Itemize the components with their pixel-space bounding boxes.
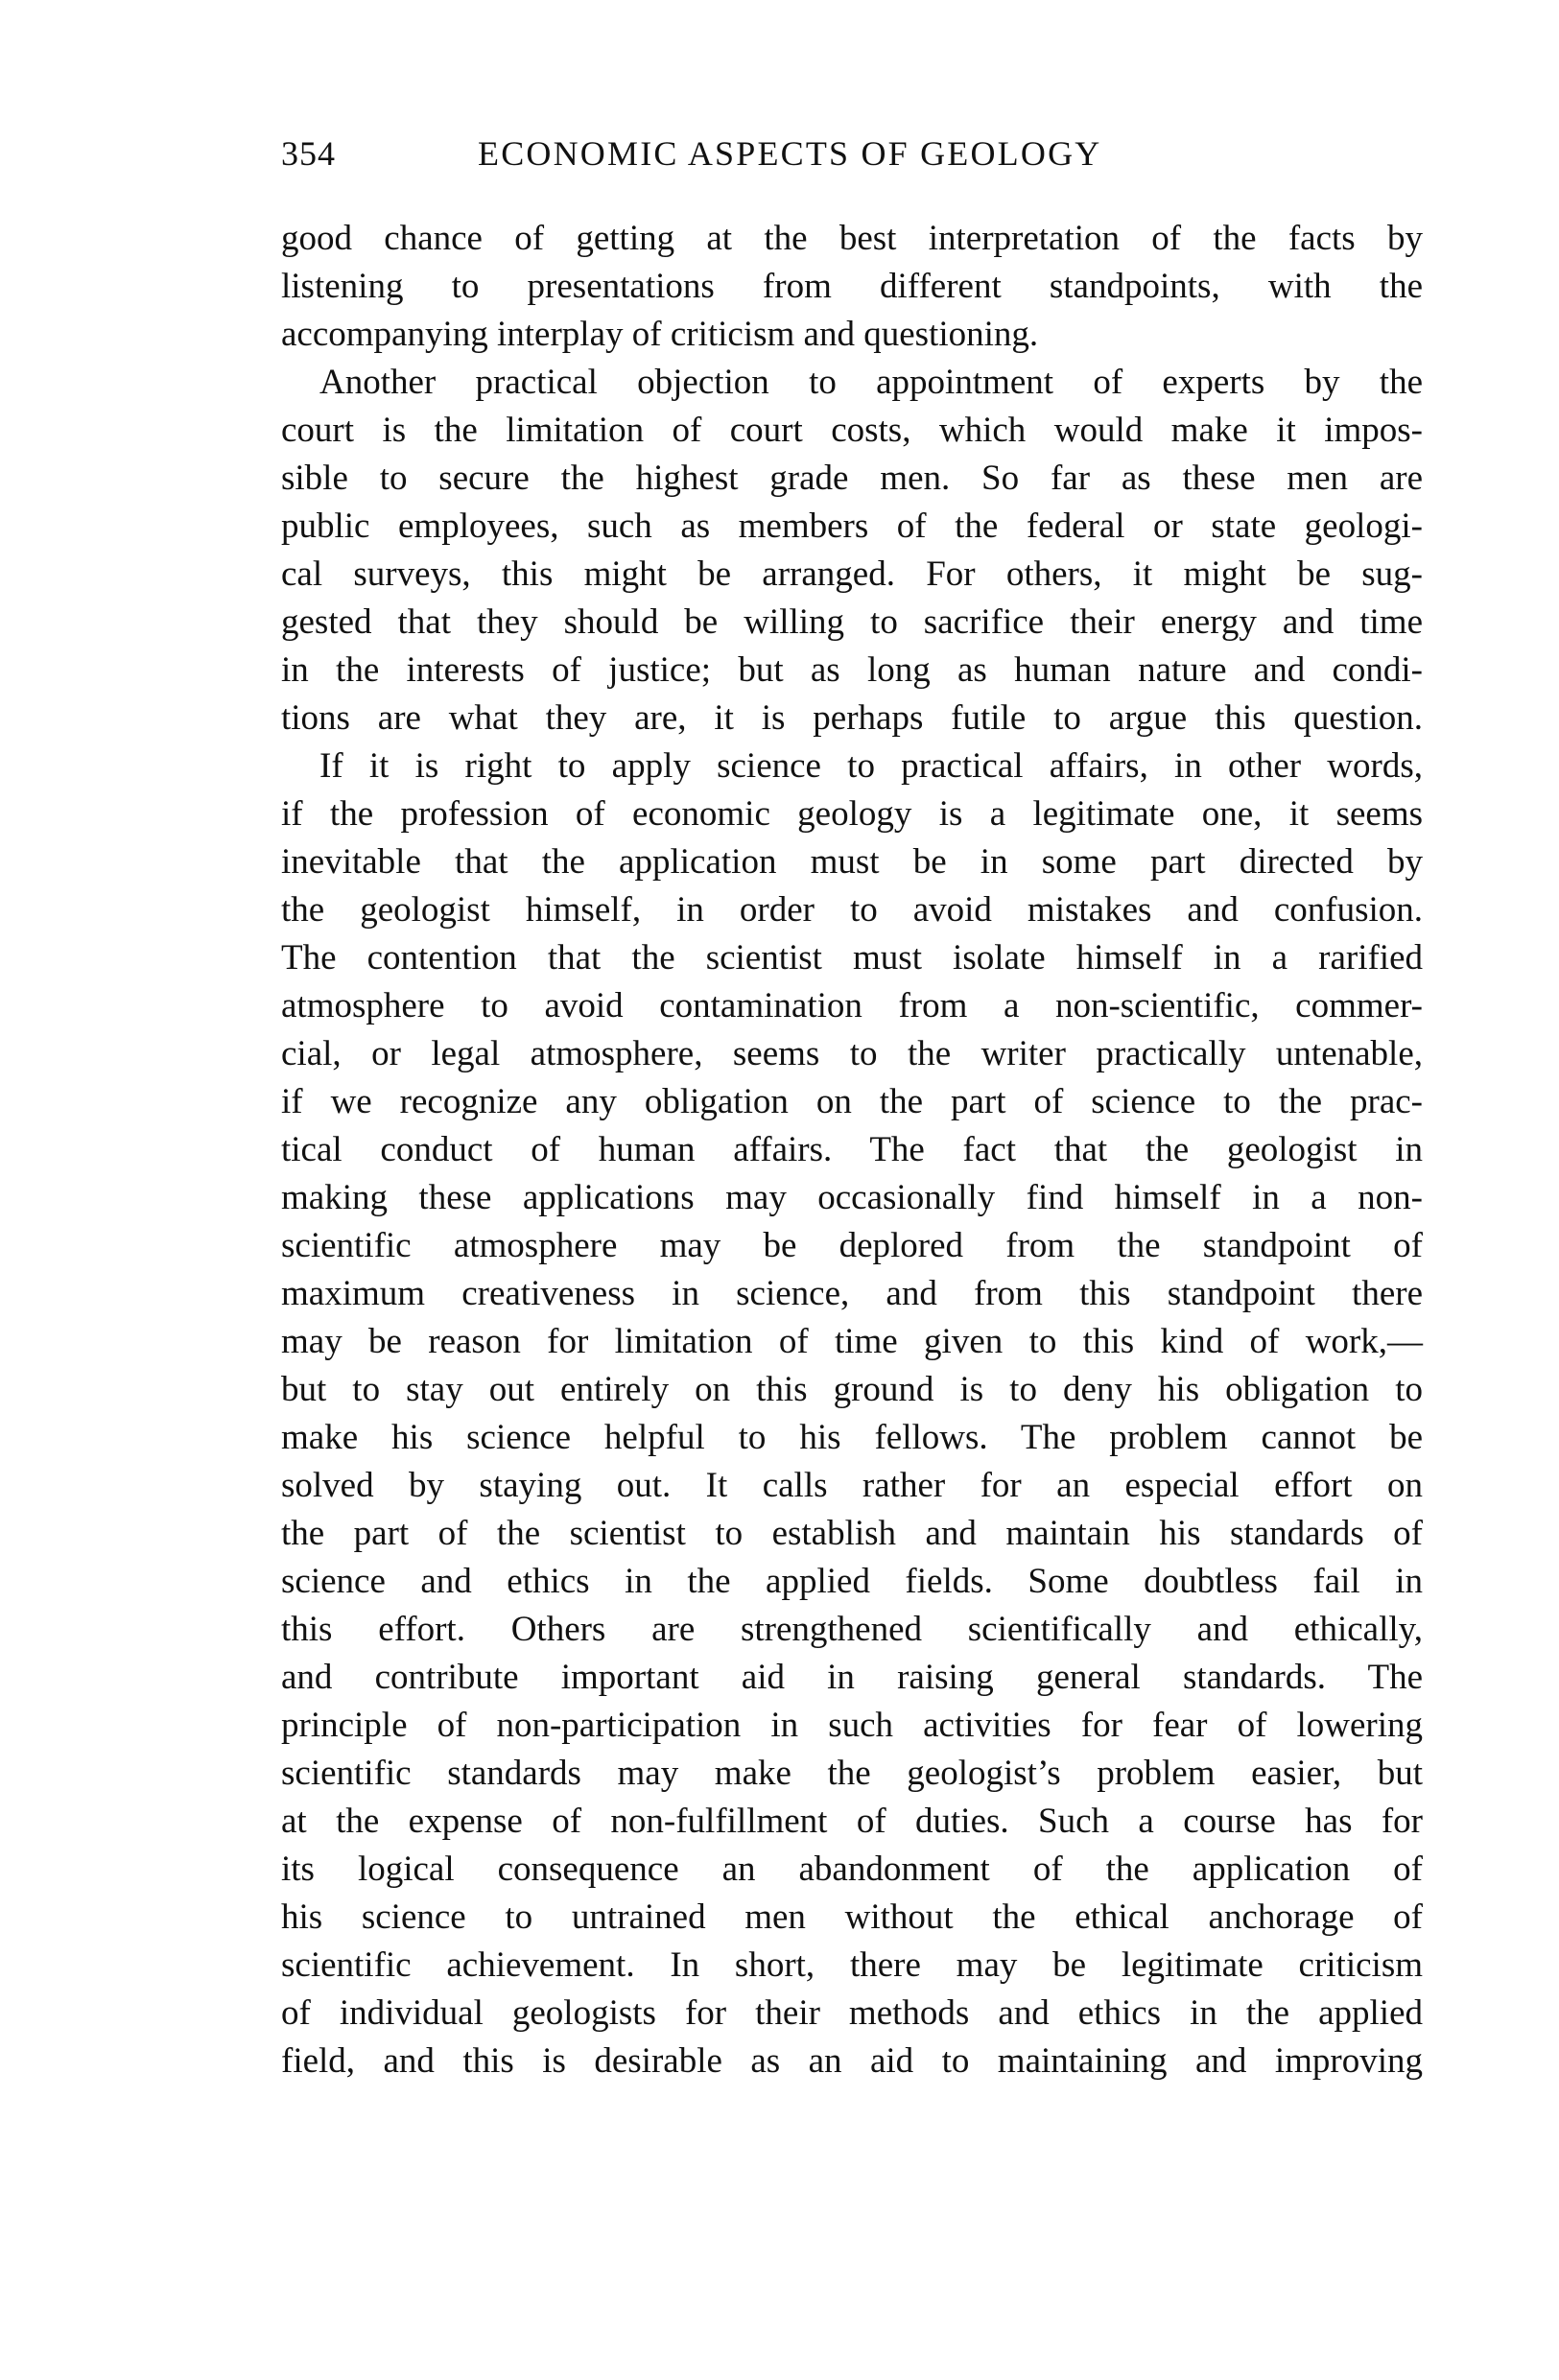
text-line: of individual geologists for their methods and ethics in the applied	[281, 1993, 1423, 2033]
text-line: scientific standards may make the geologist’s problem easier, but	[281, 1754, 1423, 1793]
text-line: if the profession of economic geology is a legitimate one, it seems	[281, 794, 1423, 834]
text-line: accompanying interplay of criticism and questioning.	[281, 315, 1039, 354]
text-line: tions are what they are, it is perhaps futile to argue this question.	[281, 698, 1423, 738]
text-line: make his science helpful to his fellows. The problem cannot be	[281, 1418, 1423, 1457]
running-title: ECONOMIC ASPECTS OF GEOLOGY	[478, 134, 1102, 173]
running-head	[281, 132, 1423, 175]
text-line: its logical consequence an abandonment of the application of	[281, 1850, 1423, 1889]
text-line: If it is right to apply science to practical affairs, in other words,	[319, 746, 1423, 786]
text-line: science and ethics in the applied fields. Some doubtless fail in	[281, 1562, 1423, 1601]
text-line: cal surveys, this might be arranged. For others, it might be sug-	[281, 554, 1423, 594]
text-line: his science to untrained men without the ethical anchorage of	[281, 1897, 1423, 1937]
text-line: listening to presentations from different standpoints, with the	[281, 267, 1423, 306]
text-line: the part of the scientist to establish and maintain his standards of	[281, 1514, 1423, 1553]
text-line: at the expense of non-fulfillment of duties. Such a course has for	[281, 1802, 1423, 1841]
text-line: this effort. Others are strengthened scientifically and ethically,	[281, 1610, 1423, 1649]
text-line: principle of non-participation in such activities for fear of lowering	[281, 1706, 1423, 1745]
text-line: maximum creativeness in science, and from this standpoint there	[281, 1274, 1423, 1313]
text-line: Another practical objection to appointment of experts by the	[319, 363, 1423, 402]
text-line: scientific atmosphere may be deplored from the standpoint of	[281, 1226, 1423, 1265]
body-text	[281, 215, 1423, 2085]
text-line: gested that they should be willing to sacrifice their energy and time	[281, 602, 1423, 642]
text-line: sible to secure the highest grade men. So far as these men are	[281, 459, 1423, 498]
text-line: and contribute important aid in raising general standards. The	[281, 1658, 1423, 1697]
text-line: may be reason for limitation of time given to this kind of work,—	[281, 1322, 1423, 1361]
text-line: the geologist himself, in order to avoid mistakes and confusion.	[281, 890, 1423, 930]
text-line: tical conduct of human affairs. The fact that the geologist in	[281, 1130, 1423, 1169]
text-line: field, and this is desirable as an aid to maintaining and improving	[281, 2041, 1423, 2081]
text-line: public employees, such as members of the federal or state geologi-	[281, 507, 1423, 546]
text-line: scientific achievement. In short, there may be legitimate criticism	[281, 1945, 1423, 1985]
text-line: atmosphere to avoid contamination from a non-scientific, commer-	[281, 986, 1423, 1025]
text-line: if we recognize any obligation on the part of science to the prac-	[281, 1082, 1423, 1121]
text-line: The contention that the scientist must isolate himself in a rarified	[281, 938, 1423, 978]
text-line: in the interests of justice; but as long as human nature and condi-	[281, 650, 1423, 690]
paragraph-3	[281, 742, 1423, 2085]
text-line: solved by staying out. It calls rather for an especial effort on	[281, 1466, 1423, 1505]
text-line: but to stay out entirely on this ground is to deny his obligation to	[281, 1370, 1423, 1409]
book-page	[281, 132, 1423, 2085]
text-line: cial, or legal atmosphere, seems to the writer practically untenable,	[281, 1034, 1423, 1073]
text-line: good chance of getting at the best interpretation of the facts by	[281, 219, 1423, 258]
page-number: 354	[281, 134, 336, 173]
text-line: court is the limitation of court costs, which would make it impos-	[281, 411, 1423, 450]
paragraph-1	[281, 215, 1423, 359]
text-line: inevitable that the application must be in some part directed by	[281, 842, 1423, 882]
text-line: making these applications may occasionally find himself in a non-	[281, 1178, 1423, 1217]
paragraph-2	[281, 359, 1423, 742]
